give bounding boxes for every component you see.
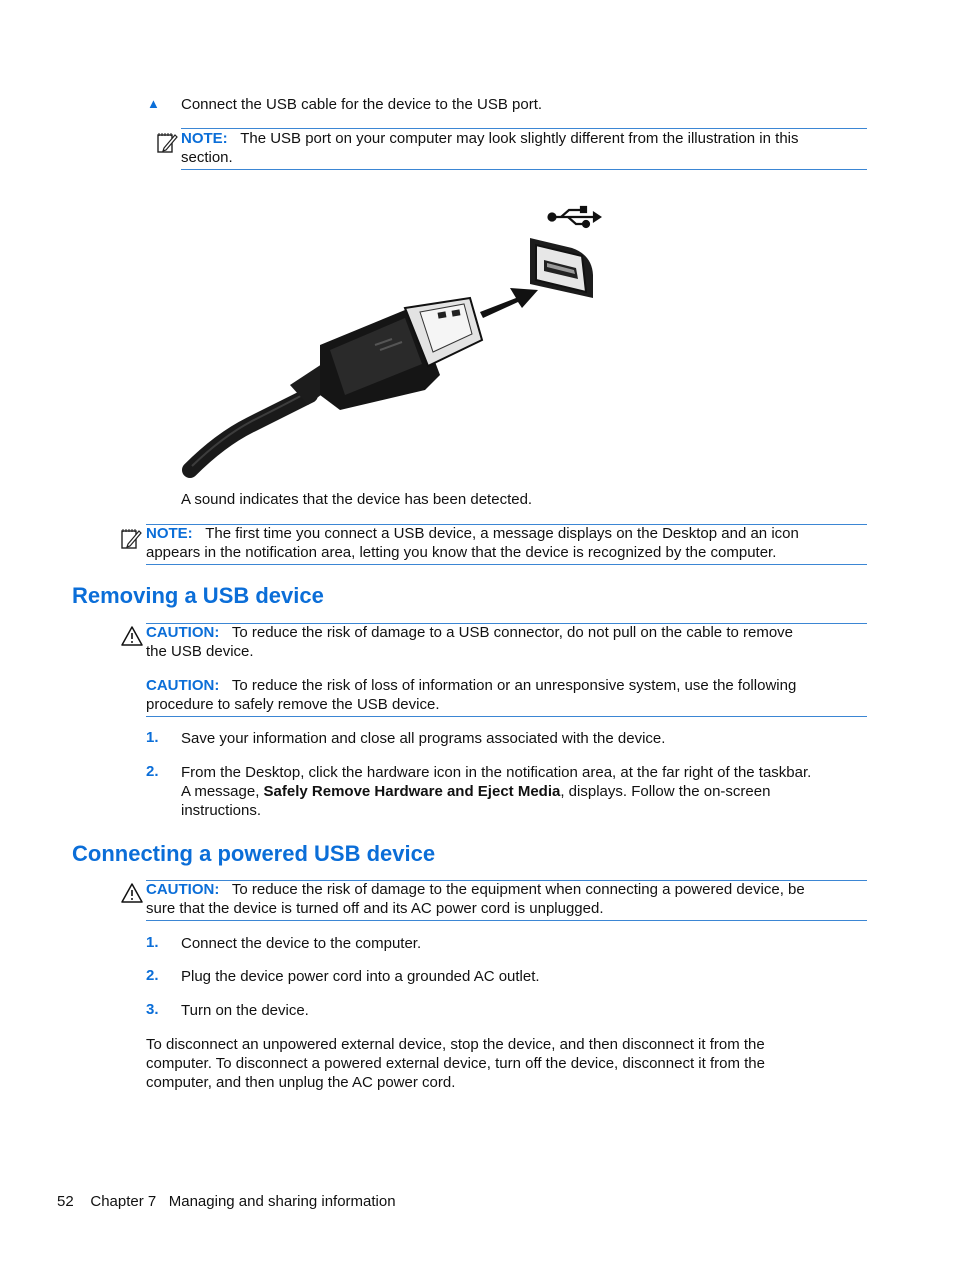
note2-line1: The first time you connect a USB device, a message displays on the Desktop and an icon: [205, 525, 799, 542]
sound-detected-text: A sound indicates that the device has been detected.: [181, 491, 533, 508]
step-number: 1.: [146, 729, 159, 746]
safely-remove-hardware-label: Safely Remove Hardware and Eject Media: [263, 783, 561, 800]
caution2-line2: procedure to safely remove the USB device.: [146, 696, 440, 713]
triangle-bullet-icon: ▲: [147, 96, 160, 111]
step-number: 1.: [146, 934, 159, 951]
caution1-line1: To reduce the risk of damage to a USB connector, do not pull on the cable to remove: [231, 624, 794, 641]
para-line3: computer, and then unplug the AC power cord.: [146, 1074, 456, 1091]
page-footer: [57, 1192, 396, 1211]
usb-port: [530, 238, 593, 298]
note2: [146, 524, 867, 562]
note1-line1: The USB port on your computer may look slightly different from the illustration in this: [240, 130, 799, 147]
caution2-label: CAUTION:: [146, 677, 220, 694]
note2-line2: appears in the notification area, letting you know that the device is recognized by the computer.: [146, 544, 777, 561]
usb-cable: [190, 395, 310, 470]
step-number: 2.: [146, 763, 159, 780]
note1: [181, 129, 867, 167]
note1-label: NOTE:: [181, 130, 228, 147]
note1-line2: section.: [181, 149, 233, 166]
removing-caution1: [146, 623, 867, 661]
step2-line2-post: , displays. Follow the on-screen: [560, 783, 771, 800]
step-number: 3.: [146, 1001, 159, 1018]
removing-caution2: [146, 676, 867, 714]
usb-symbol-icon: [549, 207, 601, 227]
footer-chapter-title: Managing and sharing information: [168, 1193, 396, 1210]
caution3-line1: To reduce the risk of damage to the equipment when connecting a powered device, be: [231, 881, 805, 898]
step2-line1: From the Desktop, click the hardware icon in the notification area, at the far right of the taskbar.: [181, 764, 812, 781]
connecting-heading: Connecting a powered USB device: [72, 841, 436, 866]
footer-chapter: Chapter 7: [90, 1193, 157, 1210]
para-line1: To disconnect an unpowered external device, stop the device, and then disconnect it from the: [146, 1036, 765, 1053]
caution1-line2: the USB device.: [146, 643, 254, 660]
para-line2: computer. To disconnect a powered external device, turn off the device, disconnect it from the: [146, 1055, 765, 1072]
connecting-step3-text: Turn on the device.: [181, 1002, 309, 1019]
removing-step2-text: [181, 763, 871, 820]
insert-arrow: [480, 288, 538, 318]
caution-icon: [120, 882, 144, 904]
connecting-caution: [146, 880, 867, 918]
caution3-line2: sure that the device is turned off and its AC power cord is unplugged.: [146, 900, 604, 917]
step2-line2-pre: A message,: [181, 783, 264, 800]
note-icon: [156, 131, 178, 155]
removing-heading: Removing a USB device: [72, 583, 324, 608]
step2-line3: instructions.: [181, 802, 262, 819]
note2-label: NOTE:: [146, 525, 193, 542]
note2-bottom-rule: [146, 564, 867, 565]
disconnect-paragraph: [146, 1035, 867, 1092]
step-number: 2.: [146, 967, 159, 984]
usb-connector-illustration: [180, 200, 610, 480]
page-number: 52: [57, 1193, 74, 1210]
connect-step-text: Connect the USB cable for the device to the USB port.: [181, 96, 543, 113]
caution3-bottom-rule: [146, 920, 867, 921]
note1-bottom-rule: [181, 169, 867, 170]
caution-icon: [120, 625, 144, 647]
connecting-step1-text: Connect the device to the computer.: [181, 935, 422, 952]
caution1-label: CAUTION:: [146, 624, 220, 641]
caution2-bottom-rule: [146, 716, 867, 717]
removing-step1-text: Save your information and close all programs associated with the device.: [181, 730, 666, 747]
connecting-step2-text: Plug the device power cord into a grounded AC outlet.: [181, 968, 540, 985]
caution3-label: CAUTION:: [146, 881, 220, 898]
note-icon: [120, 527, 142, 551]
caution2-line1: To reduce the risk of loss of information or an unresponsive system, use the following: [231, 677, 797, 694]
